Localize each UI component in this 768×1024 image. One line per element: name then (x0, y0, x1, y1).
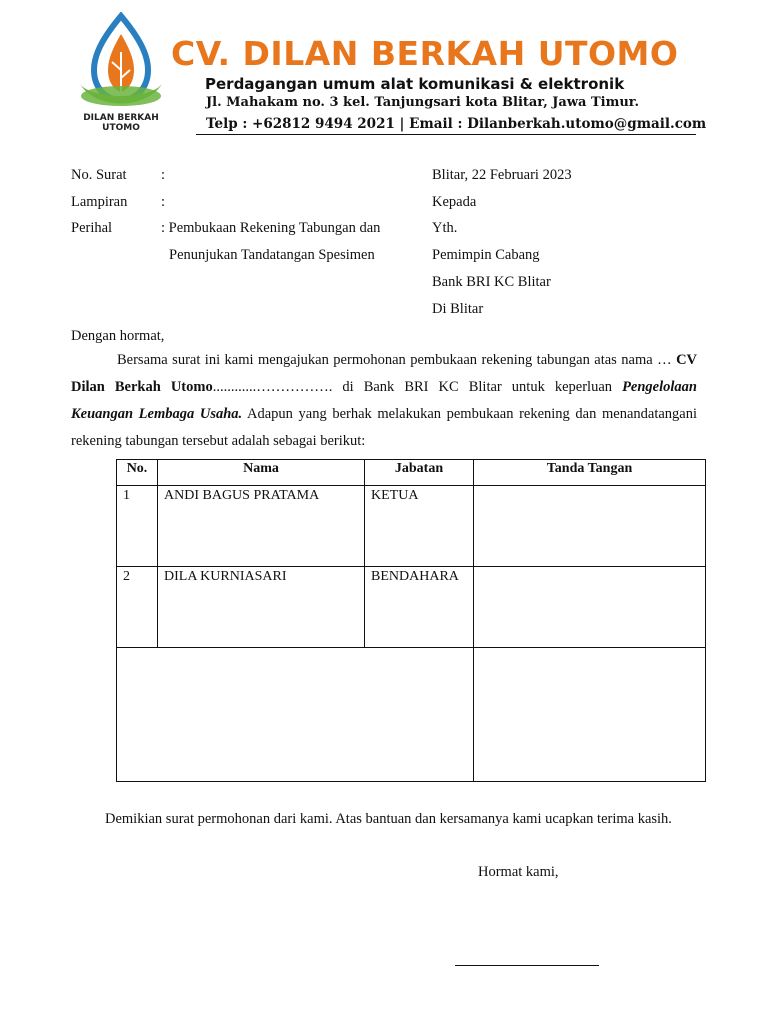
closing-text: Demikian surat permohonan dari kami. Atas bantuan dan kersamanya kami ucapkan terima kasih. (105, 811, 672, 827)
perihal-label: Perihal (71, 220, 113, 236)
company-contact: Telp : +62812 9494 2021 | Email : Dilanberkah.utomo@gmail.com (206, 116, 707, 132)
signatory-table (116, 459, 706, 782)
regards: Hormat kami, (478, 864, 559, 880)
recipient-place: Di Blitar (432, 301, 484, 317)
table-row (117, 567, 706, 648)
row-nama: ANDI BAGUS PRATAMA (158, 486, 365, 567)
purpose-text: Pengelolaan Keuangan Lembaga Usaha. (71, 379, 697, 422)
no-surat-value: : (161, 167, 166, 183)
recipient-to: Kepada (432, 194, 477, 210)
perihal-line2: Penunjukan Tandatangan Spesimen (169, 247, 375, 263)
paragraph-end: Adapun yang berhak melakukan pembukaan rekening dan menandatangani rekening tabungan tersebut adalah sebagai berikut: (71, 406, 697, 449)
row-jabatan: BENDAHARA (365, 567, 474, 648)
blank-cell-right (474, 648, 706, 782)
paragraph-mid: ............……………. di Bank BRI KC Blitar untuk keperluan (212, 379, 623, 395)
recipient-yth: Yth. (432, 220, 458, 236)
header-tanda-tangan: Tanda Tangan (474, 460, 706, 486)
row-nama: DILA KURNIASARI (158, 567, 365, 648)
header-jabatan: Jabatan (365, 460, 474, 486)
blank-cell-left (117, 648, 474, 782)
letter-date: Blitar, 22 Februari 2023 (432, 167, 572, 183)
greeting: Dengan hormat, (71, 328, 165, 344)
company-address: Jl. Mahakam no. 3 kel. Tanjungsari kota Blitar, Jawa Timur. (206, 95, 639, 110)
signature-line (455, 965, 599, 966)
row-signature-cell (474, 486, 706, 567)
table-header-row (117, 460, 706, 486)
company-name-inline: CV Dilan Berkah Utomo (71, 352, 698, 395)
row-jabatan: KETUA (365, 486, 474, 567)
row-signature-cell (474, 567, 706, 648)
no-surat-label: No. Surat (71, 167, 127, 183)
recipient-name: Pemimpin Cabang (432, 247, 540, 263)
lampiran-value: : (161, 194, 166, 210)
header-no: No. (117, 460, 158, 486)
row-no: 1 (117, 486, 158, 567)
table-blank-row (117, 648, 706, 782)
body-paragraph (71, 347, 697, 455)
letterhead-divider (196, 134, 696, 135)
perihal-line1: : Pembukaan Rekening Tabungan dan (161, 220, 381, 236)
paragraph-intro: Bersama surat ini kami mengajukan permohonan pembukaan rekening tabungan atas nama … (117, 352, 672, 368)
row-no: 2 (117, 567, 158, 648)
table-row (117, 486, 706, 567)
lampiran-label: Lampiran (71, 194, 128, 210)
header-nama: Nama (158, 460, 365, 486)
logo-text: DILAN BERKAH UTOMO (83, 113, 159, 133)
recipient-bank: Bank BRI KC Blitar (432, 274, 551, 290)
company-tagline: Perdagangan umum alat komunikasi & elektronik (205, 75, 625, 93)
company-name: CV. DILAN BERKAH UTOMO (171, 34, 679, 73)
